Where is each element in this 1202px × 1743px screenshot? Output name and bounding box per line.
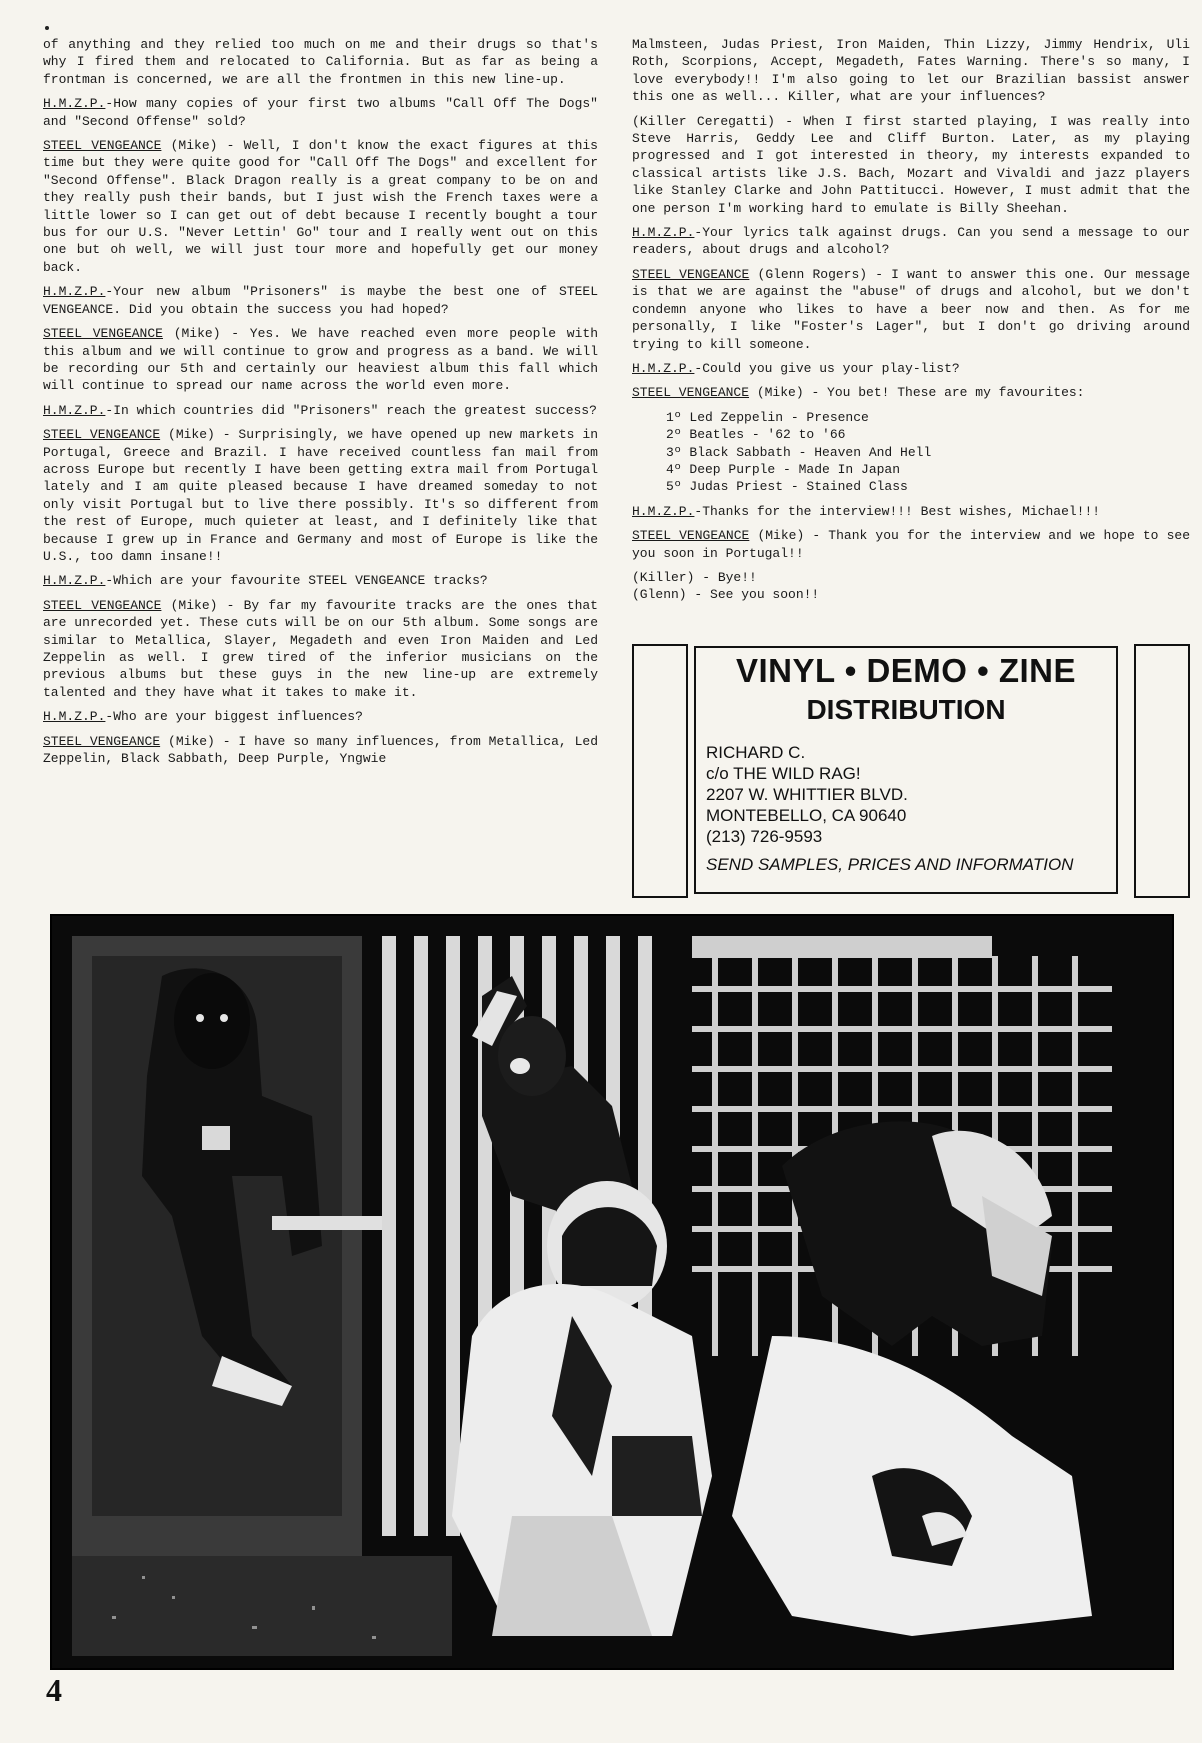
paragraph-text: -Your lyrics talk against drugs. Can you send a message to our readers, about drugs and alcohol?	[632, 225, 1190, 258]
speaker-tag: STEEL VENGEANCE	[632, 266, 750, 282]
interview-answer	[43, 137, 598, 276]
interview-question	[43, 402, 598, 419]
ad-side-panel-right	[1134, 644, 1190, 898]
play-list-item: 3º Black Sabbath - Heaven And Hell	[666, 444, 932, 460]
interview-question	[43, 708, 598, 725]
right-text-column	[632, 36, 1190, 604]
interviewer-tag: H.M.Z.P.	[632, 503, 695, 519]
interview-answer	[43, 426, 598, 565]
play-list-item: 1º Led Zeppelin - Presence	[666, 409, 869, 425]
ad-address-line: c/o THE WILD RAG!	[706, 764, 861, 783]
sign-off-line	[632, 569, 1190, 586]
ad-headline: VINYL • DEMO • ZINE	[735, 652, 1077, 689]
paragraph-text: (Glenn Rogers) - I want to answer this one. Our message is that we are against the "abuse" of drugs and alcohol, but we don't condemn anyone who likes to have a beer now and then. As for me personally, I like "Foster's Lager", but I don't go driving around trying to kill someone.	[632, 266, 1190, 352]
band-photo-illustration	[52, 916, 1172, 1668]
interview-question	[632, 360, 1190, 377]
ad-side-panel-left	[632, 644, 688, 898]
paragraph-text: (Mike) - By far my favourite tracks are the ones that are unrecorded yet. These cuts will be on our 5th album. Some songs are similar to Metallica, Slayer, Megadeth and even Iron Maiden and Led Zeppelin as well. I grew tired of the inferior musicians on the previous albums but these guys in the new line-up are extremely talented and they have what it takes to make it.	[43, 597, 598, 700]
sign-off-line	[632, 586, 1190, 603]
interview-question	[632, 503, 1190, 520]
paragraph-text: -How many copies of your first two albums "Call Off The Dogs" and "Second Offense" sold?	[43, 96, 598, 129]
speaker-tag: STEEL VENGEANCE	[43, 138, 162, 154]
paragraph-text: (Glenn) - See you soon!!	[632, 587, 820, 603]
ad-address-line: 2207 W. WHITTIER BLVD.	[706, 785, 908, 804]
paragraph-text: Malmsteen, Judas Priest, Iron Maiden, Thin Lizzy, Jimmy Hendrix, Uli Roth, Scorpions, Accept, Megadeth, Fates Warning. There's so many, I love everybody!! I'm also going to let our Brazilian bassist answer this one as well... Killer, what are your influences?	[632, 37, 1190, 105]
left-text-column	[43, 36, 598, 774]
interviewer-tag: H.M.Z.P.	[43, 284, 106, 300]
play-list-item: 2º Beatles - '62 to '66	[666, 427, 846, 443]
paragraph-text: (Mike) - Thank you for the interview and we hope to see you soon in Portugal!!	[632, 528, 1190, 561]
paragraph-text: of anything and they relied too much on me and their drugs so that's why I fired them and relocated to California. But as far as being a frontman is concerned, we are all the frontmen in this new line-up.	[43, 37, 598, 87]
stray-mark	[45, 26, 49, 30]
play-list	[632, 409, 1190, 496]
interview-question	[43, 572, 598, 589]
play-list-item: 4º Deep Purple - Made In Japan	[666, 461, 901, 477]
interview-answer	[43, 733, 598, 768]
interviewer-tag: H.M.Z.P.	[43, 573, 106, 589]
paragraph-text: (Killer) - Bye!!	[632, 569, 757, 585]
paragraph-text: -Thanks for the interview!!! Best wishes, Michael!!!	[694, 503, 1101, 519]
speaker-tag: STEEL VENGEANCE	[632, 528, 750, 544]
speaker-tag: STEEL VENGEANCE	[43, 326, 163, 342]
interview-question	[632, 224, 1190, 259]
paragraph-text: (Mike) - You bet! These are my favourites:	[749, 385, 1085, 401]
ad-address-line: MONTEBELLO, CA 90640	[706, 806, 907, 825]
paragraph-text: -Could you give us your play-list?	[694, 360, 960, 376]
page-number: 4	[46, 1672, 62, 1708]
speaker-tag: STEEL VENGEANCE	[43, 597, 162, 613]
interview-answer	[43, 597, 598, 701]
ad-subhead: DISTRIBUTION	[806, 694, 1006, 725]
paragraph-text: -Your new album "Prisoners" is maybe the best one of STEEL VENGEANCE. Did you obtain the success you had hoped?	[43, 284, 598, 317]
speaker-tag: STEEL VENGEANCE	[632, 385, 750, 401]
paragraph-text: -Who are your biggest influences?	[105, 709, 363, 725]
ad-box	[694, 646, 1118, 894]
interview-answer	[632, 384, 1190, 401]
paragraph-text: (Mike) - Well, I don't know the exact figures at this time but they were quite good for "Call Off The Dogs" and excellent for "Second Offense". Black Dragon really is a great company to be on and they really push their bands, but I just wish the French taxes were a little lower so I can get out of debt because I recently bought a tour bus for our U.S. "Never Lettin' Go" tour and I really went out on this one but oh well, we will just tour more and hopefully get our money back.	[43, 138, 598, 275]
ad-send-line: SEND SAMPLES, PRICES AND INFORMATION	[706, 855, 1074, 874]
play-list-item: 5º Judas Priest - Stained Class	[666, 479, 908, 495]
distribution-ad	[632, 644, 1190, 898]
interviewer-tag: H.M.Z.P.	[43, 402, 106, 418]
speaker-tag: STEEL VENGEANCE	[43, 733, 161, 749]
band-photo	[50, 914, 1174, 1670]
interview-question	[43, 95, 598, 130]
paragraph-text: (Killer Ceregatti) - When I first started playing, I was really into Steve Harris, Geddy Lee and Cliff Burton. Later, as my playing progressed and I got interested in theory, my interests expanded to classical artists like J.S. Bach, Mozart and Vivaldi and jazz players like Stanley Clarke and John Pattitucci. However, I must admit that the one person I'm working hard to emulate is Billy Sheehan.	[632, 113, 1190, 216]
paragraph-text: -Which are your favourite STEEL VENGEANCE tracks?	[105, 573, 488, 589]
ad-address-line: RICHARD C.	[706, 743, 806, 762]
ad-phone: (213) 726-9593	[706, 827, 823, 846]
paragraph-text: (Mike) - Yes. We have reached even more people with this album and we will continue to grow and progress as a band. We will be recording our 5th and certainly our heaviest album this fall which will continue to spread our name across the world even more.	[43, 326, 598, 394]
speaker-tag: STEEL VENGEANCE	[43, 427, 161, 443]
interviewer-tag: H.M.Z.P.	[632, 360, 695, 376]
interviewer-tag: H.M.Z.P.	[632, 225, 695, 241]
paragraph	[632, 113, 1190, 217]
interview-answer	[632, 266, 1190, 353]
paragraph-text: (Mike) - Surprisingly, we have opened up new markets in Portugal, Greece and Brazil. I have received countless fan mail from across Europe but recently I have been getting extra mail from Portugal lately and I am quite pleased because I have dreamed someday to not only visit Portugal but to live there possibly. It's so different from the rest of Europe, much quieter at least, and I definitely like that because I grew up in France and Germany and most of Europe is like the U.S., too damn insane!!	[43, 427, 598, 564]
paragraph-text: -In which countries did "Prisoners" reach the greatest success?	[105, 402, 597, 418]
interview-answer	[43, 325, 598, 395]
interview-question	[43, 283, 598, 318]
paragraph	[632, 36, 1190, 106]
paragraph	[43, 36, 598, 88]
interviewer-tag: H.M.Z.P.	[43, 96, 106, 112]
interviewer-tag: H.M.Z.P.	[43, 709, 106, 725]
paragraph-text: (Mike) - I have so many influences, from Metallica, Led Zeppelin, Black Sabbath, Deep Purple, Yngwie	[43, 733, 598, 767]
interview-answer	[632, 527, 1190, 562]
ad-address	[706, 742, 1116, 847]
